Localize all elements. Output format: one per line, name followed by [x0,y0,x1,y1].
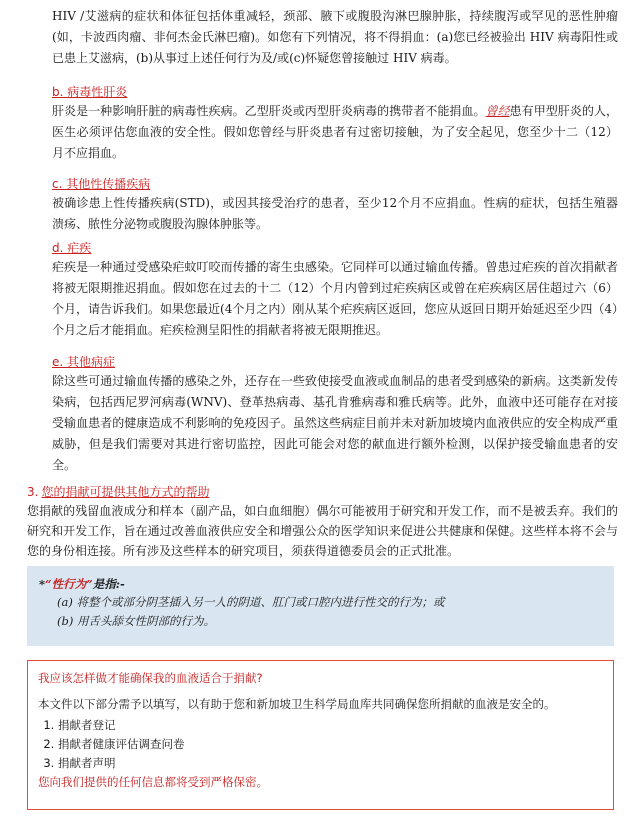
std-heading: c. 其他性传播疾病 [52,177,151,191]
box-title: 我应该怎样做才能确保我的血液适合于捐献? [38,671,263,685]
note-item: (b) 用舌头舔女性阴部的行为。 [57,614,215,628]
list-item: 3. 捐献者声明 [58,754,603,773]
list-item: 2. 捐献者健康评估调查问卷 [58,735,603,754]
hepatitis-text-before: 肝炎是一种影响肝脏的病毒性疾病。乙型肝炎或丙型肝炎病毒的携带者不能捐血。 [52,104,486,118]
note-title [39,575,602,593]
hiv-paragraph: HIV /艾滋病的症状和体征包括体重减轻，颈部、腋下或腹股沟淋巴腺肿胀，持续腹泻或罕见的恶性肿瘤(如，卡波西肉瘤、非何杰金氏淋巴瘤)。如您有下列情况，将不得捐血：(a)您已经被验出 HIV 病毒阳性或已患上艾滋病，(b)从事过上述任何行为及/或(c)怀疑您曾接触过 HIV 病毒。 [52,9,618,65]
section-3 [27,484,618,561]
note-term: “性行为” [45,577,93,591]
other-heading: e. 其他病症 [52,355,116,369]
eligibility-box [27,660,614,810]
section-3-heading-row [27,484,618,500]
malaria-heading: d. 疟疾 [52,241,92,255]
section-3-paragraph: 您捐献的残留血液成分和样本（副产品，如白血细胞）偶尔可能被用于研究和开发工作，而不是被丢弃。我们的研究和开发工作，旨在通过改善血液供应安全和增强公众的医学知识来促进公共健康和保健。这些样本将不会与您的身份相连接。所有涉及这些样本的研究项目，须获得道德委员会的正式批准。 [27,504,618,558]
hepatitis-heading: b. 病毒性肝炎 [52,85,128,99]
section-3-number: 3. [27,485,39,499]
std-paragraph: 被确诊患上性传播疾病(STD)，或因其接受治疗的患者，至少12个月不应捐血。性病的症状，包括生殖器溃疡、脓性分泌物或腹股沟腺体肿胀等。 [52,196,618,231]
hiv-section-continuation [52,6,618,69]
note-item: (a) 将整个或部分阴茎插入另一人的阴道、肛门或口腔内进行性交的行为；或 [57,595,445,609]
malaria-paragraph: 疟疾是一种通过受感染疟蚊叮咬而传播的寄生虫感染。它同样可以通过输血传播。曾患过疟疾的首次捐献者将被无限期推迟捐血。假如您在过去的十二（12）个月内曾到过疟疾病区或曾在疟疾病区居住超过六（6）个月，请告诉我们。如果您最近(4个月之内）刚从某个疟疾病区返回，您应从返回日期开始延迟至少四（4）个月之后才能捐血。疟疾检测呈阳性的捐献者将被无限期推迟。 [52,260,618,337]
hepatitis-text-after: 患有甲型肝炎的人，医生必须评估您血液的安全性。假如您曾经与肝炎患者有过密切接触，为了安全起见，您至少十二（12）月不应捐血。 [52,104,618,160]
other-section [52,354,618,476]
hepatitis-paragraph [52,101,618,164]
list-item: 1. 捐献者登记 [58,716,603,735]
hepatitis-highlight: 曾经 [485,104,510,118]
form-parts-list [38,716,603,773]
confidentiality-notice: 您向我们提供的任何信息都将受到严格保密。 [38,775,268,789]
hepatitis-section [52,84,618,164]
note-suffix: 是指:- [92,577,125,591]
sexual-activity-note [27,566,614,646]
box-intro: 本文件以下部分需予以填写，以有助于您和新加坡卫生科学局血库共同确保您所捐献的血液是安全的。 [38,697,556,711]
malaria-section [52,240,618,341]
note-star: * [39,577,46,591]
std-section [52,176,618,235]
other-paragraph: 除这些可通过输血传播的感染之外，还存在一些致使接受血液或血制品的患者受到感染的新病。这类新发传染病，包括西尼罗河病毒(WNV)、登革热病毒、基孔肯雅病毒和雅氏病等。此外，血液中还可能存在对接受输血患者的健康造成不利影响的免疫因子。虽然这些病症目前并未对新加坡境内血液供应的安全构成严重威胁，但是我们需要对其进行密切监控，因此可能会对您的献血进行额外检测，以保护接受输血患者的安全。 [52,374,618,472]
section-3-heading: 您的捐献可提供其他方式的帮助 [41,485,210,499]
